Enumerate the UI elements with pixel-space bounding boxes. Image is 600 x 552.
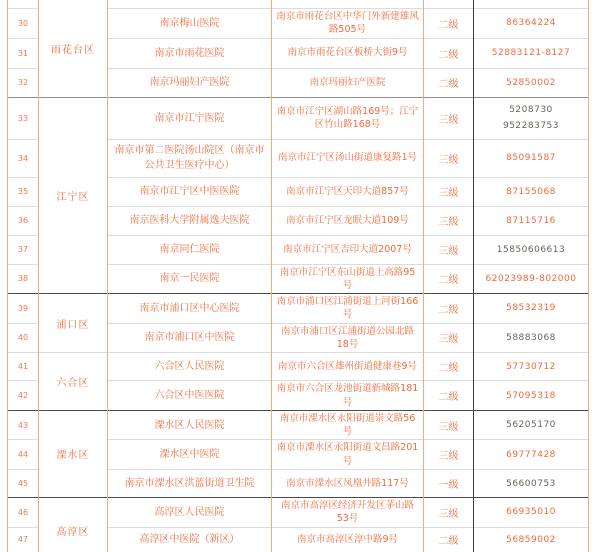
address-cell: 南京市浦口区江浦街道上河街166号 — [272, 294, 424, 324]
row-number-cell: 42 — [8, 381, 39, 411]
row-number-cell: 32 — [8, 68, 39, 97]
row-number-cell: 30 — [8, 8, 39, 38]
address-cell: 南京市六合区雄州街道健康巷9号 — [272, 353, 424, 381]
phone-cell: 57730712 — [474, 353, 589, 381]
address-cell: 南京市江宁区吉印大道2007号 — [272, 235, 424, 264]
row-number-cell: 44 — [8, 440, 39, 470]
level-cell: 三级 — [424, 97, 474, 139]
district-cell: 雨花台区 — [39, 0, 108, 97]
hospital-name-cell: 南京市溧水区洪蓝街道卫生院 — [108, 470, 272, 498]
level-cell: 二级 — [424, 294, 474, 324]
hospital-name-cell: 南京医科大学附属逸夫医院 — [108, 206, 272, 235]
level-cell: 三级 — [424, 139, 474, 177]
hospital-name-cell — [108, 0, 272, 8]
row-number-cell: 45 — [8, 470, 39, 498]
hospital-name-cell: 南京同仁医院 — [108, 235, 272, 264]
level-cell: 二级 — [424, 527, 474, 552]
phone-cell: 85091587 — [474, 139, 589, 177]
hospital-name-cell: 六合区人民医院 — [108, 353, 272, 381]
level-cell: 二级 — [424, 68, 474, 97]
table-row — [8, 97, 589, 139]
table-row — [8, 498, 589, 528]
row-number-cell: 35 — [8, 177, 39, 206]
level-cell: 三级 — [424, 440, 474, 470]
row-number-cell: 36 — [8, 206, 39, 235]
hospital-name-cell: 南京市雨花医院 — [108, 38, 272, 68]
address-cell: 南京市雨花台区板桥大街9号 — [272, 38, 424, 68]
phone-line-1: 5208730 — [509, 105, 553, 115]
phone-cell: 87115716 — [474, 206, 589, 235]
row-number-cell: 33 — [8, 97, 39, 139]
row-number-cell: 43 — [8, 410, 39, 440]
hospital-name-cell: 高淳区中医院（新区） — [108, 527, 272, 552]
row-number-cell: 40 — [8, 323, 39, 353]
address-cell: 南京市溧水区永阳街道崇文路56号 — [272, 410, 424, 440]
phone-cell: 57095318 — [474, 381, 589, 411]
hospital-name-cell: 南京市浦口区中医院 — [108, 323, 272, 353]
row-number-cell: 38 — [8, 264, 39, 294]
row-number-cell: 34 — [8, 139, 39, 177]
table-row-partial-top — [8, 0, 589, 8]
phone-cell: 15850606613 — [474, 235, 589, 264]
row-number-cell: 47 — [8, 527, 39, 552]
phone-cell: 56859002 — [474, 527, 589, 552]
phone-cell: 58532319 — [474, 294, 589, 324]
hospital-name-cell: 南京一民医院 — [108, 264, 272, 294]
level-cell: 一级 — [424, 470, 474, 498]
address-cell: 南京市江宁区湖山路169号；江宁区竹山路168号 — [272, 97, 424, 139]
phone-cell: 87155068 — [474, 177, 589, 206]
address-cell: 南京市溧水区永阳街道文昌路201号 — [272, 440, 424, 470]
address-cell: 南京市六合区龙池街道新城路181号 — [272, 381, 424, 411]
phone-cell: 62023989-802000 — [474, 264, 589, 294]
row-number-cell: 46 — [8, 498, 39, 528]
phone-cell: 66935010 — [474, 498, 589, 528]
phone-cell: 58883068 — [474, 323, 589, 353]
hospital-name-cell: 南京梅山医院 — [108, 8, 272, 38]
address-cell: 南京市雨花台区中华门外新建雄风路505号 — [272, 8, 424, 38]
hospital-name-cell: 南京市第二医院汤山院区（南京市公共卫生医疗中心） — [108, 139, 272, 177]
level-cell: 三级 — [424, 235, 474, 264]
row-number-cell: 39 — [8, 294, 39, 324]
hospital-name-cell: 溧水区人民医院 — [108, 410, 272, 440]
phone-cell: 56600753 — [474, 470, 589, 498]
row-number-cell — [8, 0, 39, 8]
phone-line-2: 952283753 — [502, 121, 560, 131]
phone-cell: 69777428 — [474, 440, 589, 470]
level-cell: 二级 — [424, 264, 474, 294]
level-cell: 三级 — [424, 177, 474, 206]
phone-cell — [474, 0, 589, 8]
address-cell — [272, 0, 424, 8]
phone-cell: 52850002 — [474, 68, 589, 97]
hospital-name-cell: 高淳区人民医院 — [108, 498, 272, 528]
district-cell: 溧水区 — [39, 410, 108, 497]
level-cell: 三级 — [424, 498, 474, 528]
hospital-name-cell: 南京市江宁医院 — [108, 97, 272, 139]
address-cell: 南京市江宁区天印大道857号 — [272, 177, 424, 206]
row-number-cell: 31 — [8, 38, 39, 68]
level-cell: 二级 — [424, 353, 474, 381]
row-number-cell: 41 — [8, 353, 39, 381]
table-row — [8, 294, 589, 324]
hospital-name-cell: 南京玛丽妇产医院 — [108, 68, 272, 97]
district-cell: 六合区 — [39, 353, 108, 411]
level-cell: 二级 — [424, 8, 474, 38]
row-number-cell: 37 — [8, 235, 39, 264]
address-cell: 南京市江宁区东山街道上高路95号 — [272, 264, 424, 294]
table-row — [8, 410, 589, 440]
hospital-name-cell: 南京市浦口区中心医院 — [108, 294, 272, 324]
table-row — [8, 353, 589, 381]
level-cell: 二级 — [424, 38, 474, 68]
address-cell: 南京玛丽妇产医院 — [272, 68, 424, 97]
phone-cell — [474, 97, 589, 139]
phone-cell: 56205170 — [474, 410, 589, 440]
hospital-name-cell: 六合区中医医院 — [108, 381, 272, 411]
address-cell: 南京市浦口区江浦街道公园北路18号 — [272, 323, 424, 353]
address-cell: 南京市江宁区汤山街道康复路1号 — [272, 139, 424, 177]
district-cell: 浦口区 — [39, 294, 108, 353]
address-cell: 南京市高淳区经济开发区茅山路53号 — [272, 498, 424, 528]
address-cell: 南京市高淳区淳中路9号 — [272, 527, 424, 552]
hospital-name-cell: 溧水区中医院 — [108, 440, 272, 470]
level-cell: 三级 — [424, 410, 474, 440]
phone-cell: 52883121-8127 — [474, 38, 589, 68]
level-cell: 二级 — [424, 381, 474, 411]
district-cell: 江宁区 — [39, 97, 108, 294]
level-cell — [424, 0, 474, 8]
phone-cell: 86364224 — [474, 8, 589, 38]
hospital-table — [7, 0, 589, 552]
address-cell: 南京市江宁区龙眠大道109号 — [272, 206, 424, 235]
district-cell: 高淳区 — [39, 498, 108, 552]
hospital-name-cell: 南京市江宁区中医医院 — [108, 177, 272, 206]
level-cell: 三级 — [424, 206, 474, 235]
level-cell: 三级 — [424, 323, 474, 353]
address-cell: 南京市溧水区凤凰井路117号 — [272, 470, 424, 498]
